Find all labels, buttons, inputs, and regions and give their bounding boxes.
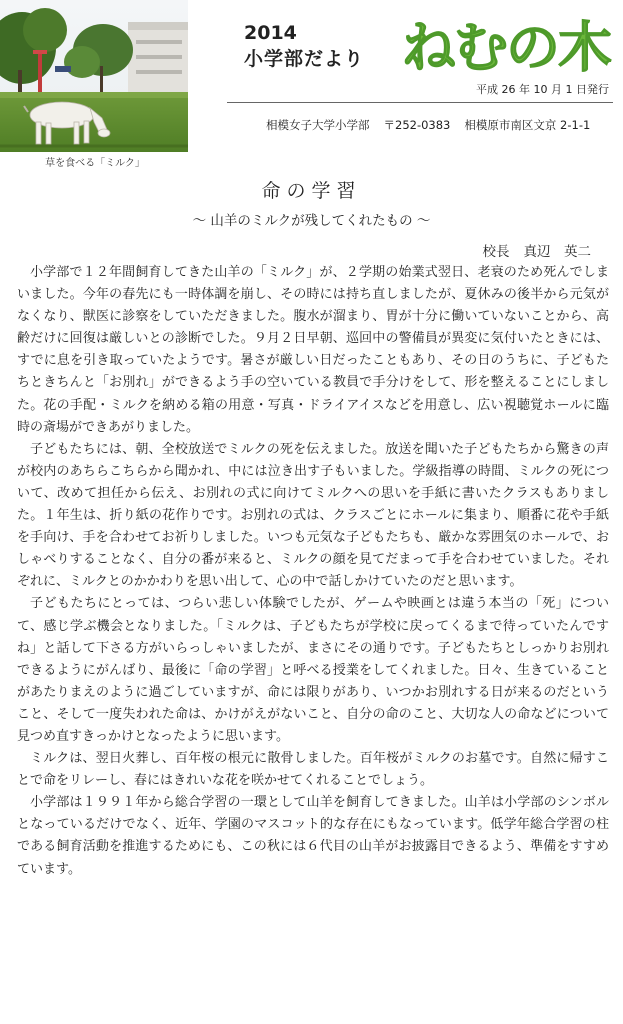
paragraph: 子どもたちにとっては、つらい悲しい体験でしたが、ゲームや映画とは違う本当の「死」について、感じ学ぶ機会となりました。「ミルクは、子どもたちが学校に戻ってくるまで待っていたんですね」と話して下さる方がいらっしゃいましたが、まさにその通りです。子どもたちとしっかりお別れできるようにがんばり、最後に「命の学習」と呼べる授業をしてくれました。日々、生きていることがあたりまえのように過ごしていますが、命には限りがあり、いつかお別れする日が来るのだということ、そして一度失われた命は、かけがえがないこと、自分の命のこと、大切な人の命などについて見つめ直すきっかけとなったように思います。: [17, 596, 609, 744]
header-divider: [227, 102, 613, 103]
newsletter-logo: [398, 2, 614, 84]
paragraph: 小学部は１９９１年から総合学習の一環として山羊を飼育してきました。山羊は小学部のシンボルとなっているだけでなく、近年、学園のマスコット的な存在にもなっています。低学年総合学習の柱である飼育活動を推進するためにも、この秋には６代目の山羊がお披露目できるよう、準備をすすめています。: [17, 795, 609, 877]
paragraph: 小学部で１２年間飼育してきた山羊の「ミルク」が、２学期の始業式翌日、老衰のため死んでしまいました。今年の春先にも一時体調を崩し、その時には持ち直しましたが、夏休みの後半から元気がなくなり、獣医に診察をしていただきました。腹水が溜まり、胃が十分に働いていないことから、高齢だけに回復は厳しいとの診断でした。９月２日早朝、巡回中の警備員が異変に気付いたときには、すでに息を引き取っていたようです。暑さが厳しい日だったこともあり、その日のうちに、子どもたちときちんと「お別れ」ができるよう手の空いている教員で手分けをして、形を整えることにしました。花の手配・ミルクを納める箱の用意・写真・ドライアイスなどを用意し、広い視聴覚ホールに臨時の斎場ができあがりました。: [17, 265, 609, 435]
author-name: 真辺 英二: [523, 244, 591, 260]
publication-name: 小学部だより: [244, 48, 365, 70]
photo-caption: 草を食べる「ミルク」: [45, 158, 145, 169]
logo-text: ねむの木: [402, 16, 610, 79]
paragraph: 子どもたちには、朝、全校放送でミルクの死を伝えました。放送を聞いた子どもたちから驚きの声が校内のあちらこちらから聞かれ、中には泣き出す子もいました。学級指導の時間、ミルクの死について、改めて担任から伝え、お別れの式に向けてミルクへの思いを手紙に書いたクラスもありました。１年生は、折り紙の花作りです。お別れの式は、クラスごとにホールに集まり、順番に花や手紙を手向け、手を合わせてお祈りしました。いつも元気な子どもたちも、厳かな雰囲気のホールで、おしゃべりすることなく、自分の番が来ると、ミルクの顔を見てだまって手を合わせていました。それぞれに、ミルクとのかかわりを思い出して、心の中で話しかけていたのだと思います。: [17, 441, 609, 590]
school-info: [266, 117, 590, 133]
year: 2014: [244, 22, 297, 44]
issue-date: 平成 26 年 10 月 1 日発行: [476, 83, 609, 96]
school-name: 相模女子大学小学部: [266, 118, 370, 132]
postal-code: 〒252-0383: [383, 118, 451, 132]
article-subtitle: ～ 山羊のミルクが残してくれたもの ～: [192, 213, 431, 229]
author-role: 校長: [482, 244, 510, 260]
school-address: 相模原市南区文京 2-1-1: [464, 118, 591, 132]
article-title: 命の学習: [261, 180, 362, 202]
article-body: [17, 262, 609, 881]
author-line: [483, 240, 592, 260]
goat-photo: [0, 0, 188, 152]
paragraph: ミルクは、翌日火葬し、百年桜の根元に散骨しました。百年桜がミルクのお墓です。自然に帰すことで命をリレーし、春にはきれいな花を咲かせてくれることでしょう。: [17, 751, 609, 789]
